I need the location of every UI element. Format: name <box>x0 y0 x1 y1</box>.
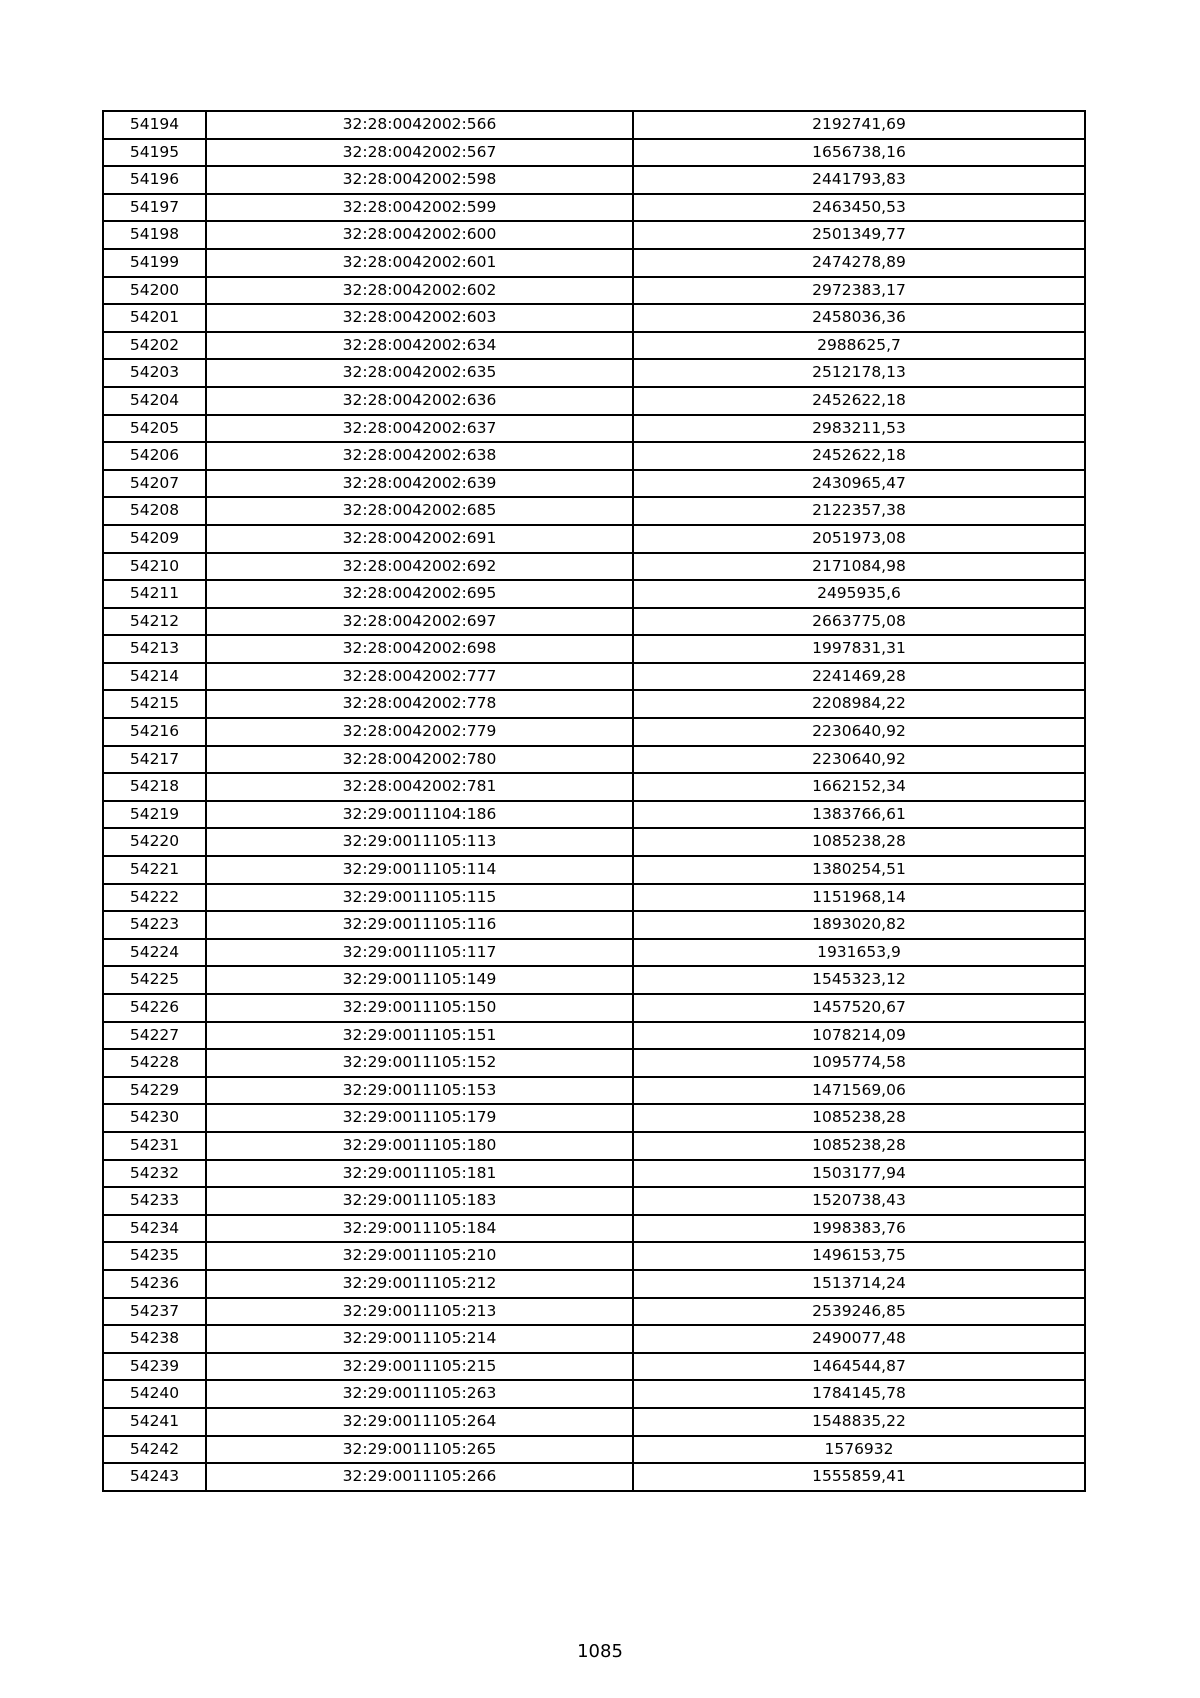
table-row <box>103 1436 1085 1464</box>
row-number-cell: 54241 <box>103 1408 206 1436</box>
value-cell: 2241469,28 <box>633 663 1085 691</box>
value-cell: 2512178,13 <box>633 359 1085 387</box>
row-number-cell: 54220 <box>103 828 206 856</box>
value-cell: 1656738,16 <box>633 139 1085 167</box>
cadastral-number-cell: 32:28:0042002:601 <box>206 249 633 277</box>
value-cell: 2463450,53 <box>633 194 1085 222</box>
cadastral-number-cell: 32:28:0042002:637 <box>206 415 633 443</box>
row-number-cell: 54231 <box>103 1132 206 1160</box>
row-number-cell: 54215 <box>103 690 206 718</box>
row-number-cell: 54195 <box>103 139 206 167</box>
cadastral-number-cell: 32:28:0042002:598 <box>206 166 633 194</box>
table-row <box>103 1270 1085 1298</box>
cadastral-number-cell: 32:29:0011105:184 <box>206 1215 633 1243</box>
registry-table <box>102 110 1086 1492</box>
table-row <box>103 470 1085 498</box>
value-cell: 1513714,24 <box>633 1270 1085 1298</box>
row-number-cell: 54212 <box>103 608 206 636</box>
table-row <box>103 304 1085 332</box>
cadastral-number-cell: 32:28:0042002:777 <box>206 663 633 691</box>
cadastral-number-cell: 32:29:0011105:215 <box>206 1353 633 1381</box>
cadastral-number-cell: 32:28:0042002:779 <box>206 718 633 746</box>
row-number-cell: 54211 <box>103 580 206 608</box>
cadastral-number-cell: 32:29:0011105:181 <box>206 1160 633 1188</box>
row-number-cell: 54207 <box>103 470 206 498</box>
cadastral-number-cell: 32:29:0011105:180 <box>206 1132 633 1160</box>
table-row <box>103 690 1085 718</box>
value-cell: 2539246,85 <box>633 1298 1085 1326</box>
cadastral-number-cell: 32:29:0011105:266 <box>206 1463 633 1491</box>
cadastral-number-cell: 32:28:0042002:691 <box>206 525 633 553</box>
value-cell: 2490077,48 <box>633 1325 1085 1353</box>
value-cell: 2458036,36 <box>633 304 1085 332</box>
table-row <box>103 194 1085 222</box>
table-row <box>103 801 1085 829</box>
value-cell: 1085238,28 <box>633 1132 1085 1160</box>
cadastral-number-cell: 32:29:0011105:265 <box>206 1436 633 1464</box>
value-cell: 2988625,7 <box>633 332 1085 360</box>
table-row <box>103 139 1085 167</box>
table-row <box>103 497 1085 525</box>
cadastral-number-cell: 32:29:0011105:210 <box>206 1242 633 1270</box>
value-cell: 1078214,09 <box>633 1022 1085 1050</box>
cadastral-number-cell: 32:29:0011105:213 <box>206 1298 633 1326</box>
value-cell: 2192741,69 <box>633 111 1085 139</box>
cadastral-number-cell: 32:28:0042002:600 <box>206 221 633 249</box>
cadastral-number-cell: 32:29:0011105:263 <box>206 1380 633 1408</box>
table-row <box>103 884 1085 912</box>
table-row <box>103 939 1085 967</box>
row-number-cell: 54194 <box>103 111 206 139</box>
cadastral-number-cell: 32:29:0011105:114 <box>206 856 633 884</box>
row-number-cell: 54196 <box>103 166 206 194</box>
value-cell: 1662152,34 <box>633 773 1085 801</box>
row-number-cell: 54229 <box>103 1077 206 1105</box>
cadastral-number-cell: 32:29:0011105:150 <box>206 994 633 1022</box>
value-cell: 2230640,92 <box>633 718 1085 746</box>
row-number-cell: 54204 <box>103 387 206 415</box>
table-row <box>103 663 1085 691</box>
row-number-cell: 54230 <box>103 1104 206 1132</box>
cadastral-number-cell: 32:29:0011105:151 <box>206 1022 633 1050</box>
table-row <box>103 1380 1085 1408</box>
value-cell: 1457520,67 <box>633 994 1085 1022</box>
cadastral-number-cell: 32:29:0011104:186 <box>206 801 633 829</box>
table-row <box>103 525 1085 553</box>
row-number-cell: 54234 <box>103 1215 206 1243</box>
value-cell: 1520738,43 <box>633 1187 1085 1215</box>
row-number-cell: 54240 <box>103 1380 206 1408</box>
value-cell: 1496153,75 <box>633 1242 1085 1270</box>
cadastral-number-cell: 32:28:0042002:639 <box>206 470 633 498</box>
table-row <box>103 166 1085 194</box>
cadastral-number-cell: 32:29:0011105:179 <box>206 1104 633 1132</box>
row-number-cell: 54222 <box>103 884 206 912</box>
value-cell: 1383766,61 <box>633 801 1085 829</box>
row-number-cell: 54235 <box>103 1242 206 1270</box>
cadastral-number-cell: 32:29:0011105:214 <box>206 1325 633 1353</box>
cadastral-number-cell: 32:29:0011105:117 <box>206 939 633 967</box>
value-cell: 1545323,12 <box>633 966 1085 994</box>
table-row <box>103 387 1085 415</box>
value-cell: 2051973,08 <box>633 525 1085 553</box>
value-cell: 2230640,92 <box>633 746 1085 774</box>
value-cell: 1085238,28 <box>633 1104 1085 1132</box>
cadastral-number-cell: 32:28:0042002:635 <box>206 359 633 387</box>
value-cell: 1931653,9 <box>633 939 1085 967</box>
cadastral-number-cell: 32:28:0042002:634 <box>206 332 633 360</box>
cadastral-number-cell: 32:29:0011105:152 <box>206 1049 633 1077</box>
table-row <box>103 828 1085 856</box>
row-number-cell: 54208 <box>103 497 206 525</box>
cadastral-number-cell: 32:28:0042002:780 <box>206 746 633 774</box>
row-number-cell: 54206 <box>103 442 206 470</box>
value-cell: 2663775,08 <box>633 608 1085 636</box>
table-row <box>103 1160 1085 1188</box>
value-cell: 2171084,98 <box>633 553 1085 581</box>
value-cell: 1151968,14 <box>633 884 1085 912</box>
row-number-cell: 54217 <box>103 746 206 774</box>
cadastral-number-cell: 32:28:0042002:698 <box>206 635 633 663</box>
cadastral-number-cell: 32:29:0011105:115 <box>206 884 633 912</box>
cadastral-number-cell: 32:28:0042002:781 <box>206 773 633 801</box>
registry-table-body <box>103 111 1085 1491</box>
table-row <box>103 773 1085 801</box>
row-number-cell: 54214 <box>103 663 206 691</box>
table-row <box>103 221 1085 249</box>
row-number-cell: 54243 <box>103 1463 206 1491</box>
table-row <box>103 415 1085 443</box>
cadastral-number-cell: 32:29:0011105:113 <box>206 828 633 856</box>
table-row <box>103 1049 1085 1077</box>
table-row <box>103 718 1085 746</box>
table-row <box>103 1353 1085 1381</box>
table-row <box>103 553 1085 581</box>
row-number-cell: 54205 <box>103 415 206 443</box>
row-number-cell: 54221 <box>103 856 206 884</box>
value-cell: 2983211,53 <box>633 415 1085 443</box>
row-number-cell: 54199 <box>103 249 206 277</box>
table-row <box>103 608 1085 636</box>
value-cell: 2452622,18 <box>633 442 1085 470</box>
value-cell: 1380254,51 <box>633 856 1085 884</box>
table-row <box>103 442 1085 470</box>
cadastral-number-cell: 32:28:0042002:697 <box>206 608 633 636</box>
table-row <box>103 1132 1085 1160</box>
row-number-cell: 54216 <box>103 718 206 746</box>
table-row <box>103 111 1085 139</box>
row-number-cell: 54237 <box>103 1298 206 1326</box>
row-number-cell: 54203 <box>103 359 206 387</box>
cadastral-number-cell: 32:29:0011105:149 <box>206 966 633 994</box>
value-cell: 2441793,83 <box>633 166 1085 194</box>
table-row <box>103 1104 1085 1132</box>
value-cell: 2972383,17 <box>633 277 1085 305</box>
table-row <box>103 1077 1085 1105</box>
value-cell: 2474278,89 <box>633 249 1085 277</box>
row-number-cell: 54213 <box>103 635 206 663</box>
table-row <box>103 1408 1085 1436</box>
table-row <box>103 966 1085 994</box>
row-number-cell: 54224 <box>103 939 206 967</box>
row-number-cell: 54200 <box>103 277 206 305</box>
value-cell: 1548835,22 <box>633 1408 1085 1436</box>
cadastral-number-cell: 32:28:0042002:599 <box>206 194 633 222</box>
value-cell: 1503177,94 <box>633 1160 1085 1188</box>
row-number-cell: 54202 <box>103 332 206 360</box>
table-row <box>103 994 1085 1022</box>
value-cell: 2430965,47 <box>633 470 1085 498</box>
table-row <box>103 1187 1085 1215</box>
row-number-cell: 54218 <box>103 773 206 801</box>
row-number-cell: 54209 <box>103 525 206 553</box>
row-number-cell: 54238 <box>103 1325 206 1353</box>
table-row <box>103 249 1085 277</box>
value-cell: 1464544,87 <box>633 1353 1085 1381</box>
cadastral-number-cell: 32:28:0042002:685 <box>206 497 633 525</box>
row-number-cell: 54228 <box>103 1049 206 1077</box>
value-cell: 2501349,77 <box>633 221 1085 249</box>
value-cell: 1095774,58 <box>633 1049 1085 1077</box>
page-number: 1085 <box>577 1641 623 1662</box>
cadastral-number-cell: 32:28:0042002:603 <box>206 304 633 332</box>
cadastral-number-cell: 32:28:0042002:567 <box>206 139 633 167</box>
row-number-cell: 54198 <box>103 221 206 249</box>
table-row <box>103 856 1085 884</box>
cadastral-number-cell: 32:28:0042002:778 <box>206 690 633 718</box>
cadastral-number-cell: 32:28:0042002:602 <box>206 277 633 305</box>
row-number-cell: 54197 <box>103 194 206 222</box>
table-row <box>103 580 1085 608</box>
value-cell: 1085238,28 <box>633 828 1085 856</box>
table-row <box>103 635 1085 663</box>
value-cell: 1893020,82 <box>633 911 1085 939</box>
row-number-cell: 54239 <box>103 1353 206 1381</box>
value-cell: 2495935,6 <box>633 580 1085 608</box>
table-row <box>103 746 1085 774</box>
row-number-cell: 54232 <box>103 1160 206 1188</box>
value-cell: 1998383,76 <box>633 1215 1085 1243</box>
value-cell: 2208984,22 <box>633 690 1085 718</box>
table-row <box>103 332 1085 360</box>
table-row <box>103 1242 1085 1270</box>
cadastral-number-cell: 32:29:0011105:153 <box>206 1077 633 1105</box>
cadastral-number-cell: 32:29:0011105:116 <box>206 911 633 939</box>
table-row <box>103 1463 1085 1491</box>
cadastral-number-cell: 32:28:0042002:566 <box>206 111 633 139</box>
row-number-cell: 54210 <box>103 553 206 581</box>
table-row <box>103 277 1085 305</box>
row-number-cell: 54242 <box>103 1436 206 1464</box>
cadastral-number-cell: 32:28:0042002:638 <box>206 442 633 470</box>
row-number-cell: 54227 <box>103 1022 206 1050</box>
value-cell: 1471569,06 <box>633 1077 1085 1105</box>
cadastral-number-cell: 32:29:0011105:264 <box>206 1408 633 1436</box>
value-cell: 1784145,78 <box>633 1380 1085 1408</box>
value-cell: 1997831,31 <box>633 635 1085 663</box>
row-number-cell: 54219 <box>103 801 206 829</box>
cadastral-number-cell: 32:29:0011105:183 <box>206 1187 633 1215</box>
row-number-cell: 54225 <box>103 966 206 994</box>
row-number-cell: 54226 <box>103 994 206 1022</box>
table-row <box>103 1325 1085 1353</box>
row-number-cell: 54236 <box>103 1270 206 1298</box>
cadastral-number-cell: 32:28:0042002:692 <box>206 553 633 581</box>
table-row <box>103 911 1085 939</box>
cadastral-number-cell: 32:28:0042002:636 <box>206 387 633 415</box>
table-row <box>103 359 1085 387</box>
table-row <box>103 1298 1085 1326</box>
cadastral-number-cell: 32:29:0011105:212 <box>206 1270 633 1298</box>
row-number-cell: 54201 <box>103 304 206 332</box>
cadastral-number-cell: 32:28:0042002:695 <box>206 580 633 608</box>
row-number-cell: 54223 <box>103 911 206 939</box>
value-cell: 1555859,41 <box>633 1463 1085 1491</box>
value-cell: 2122357,38 <box>633 497 1085 525</box>
value-cell: 2452622,18 <box>633 387 1085 415</box>
table-row <box>103 1022 1085 1050</box>
row-number-cell: 54233 <box>103 1187 206 1215</box>
value-cell: 1576932 <box>633 1436 1085 1464</box>
table-row <box>103 1215 1085 1243</box>
